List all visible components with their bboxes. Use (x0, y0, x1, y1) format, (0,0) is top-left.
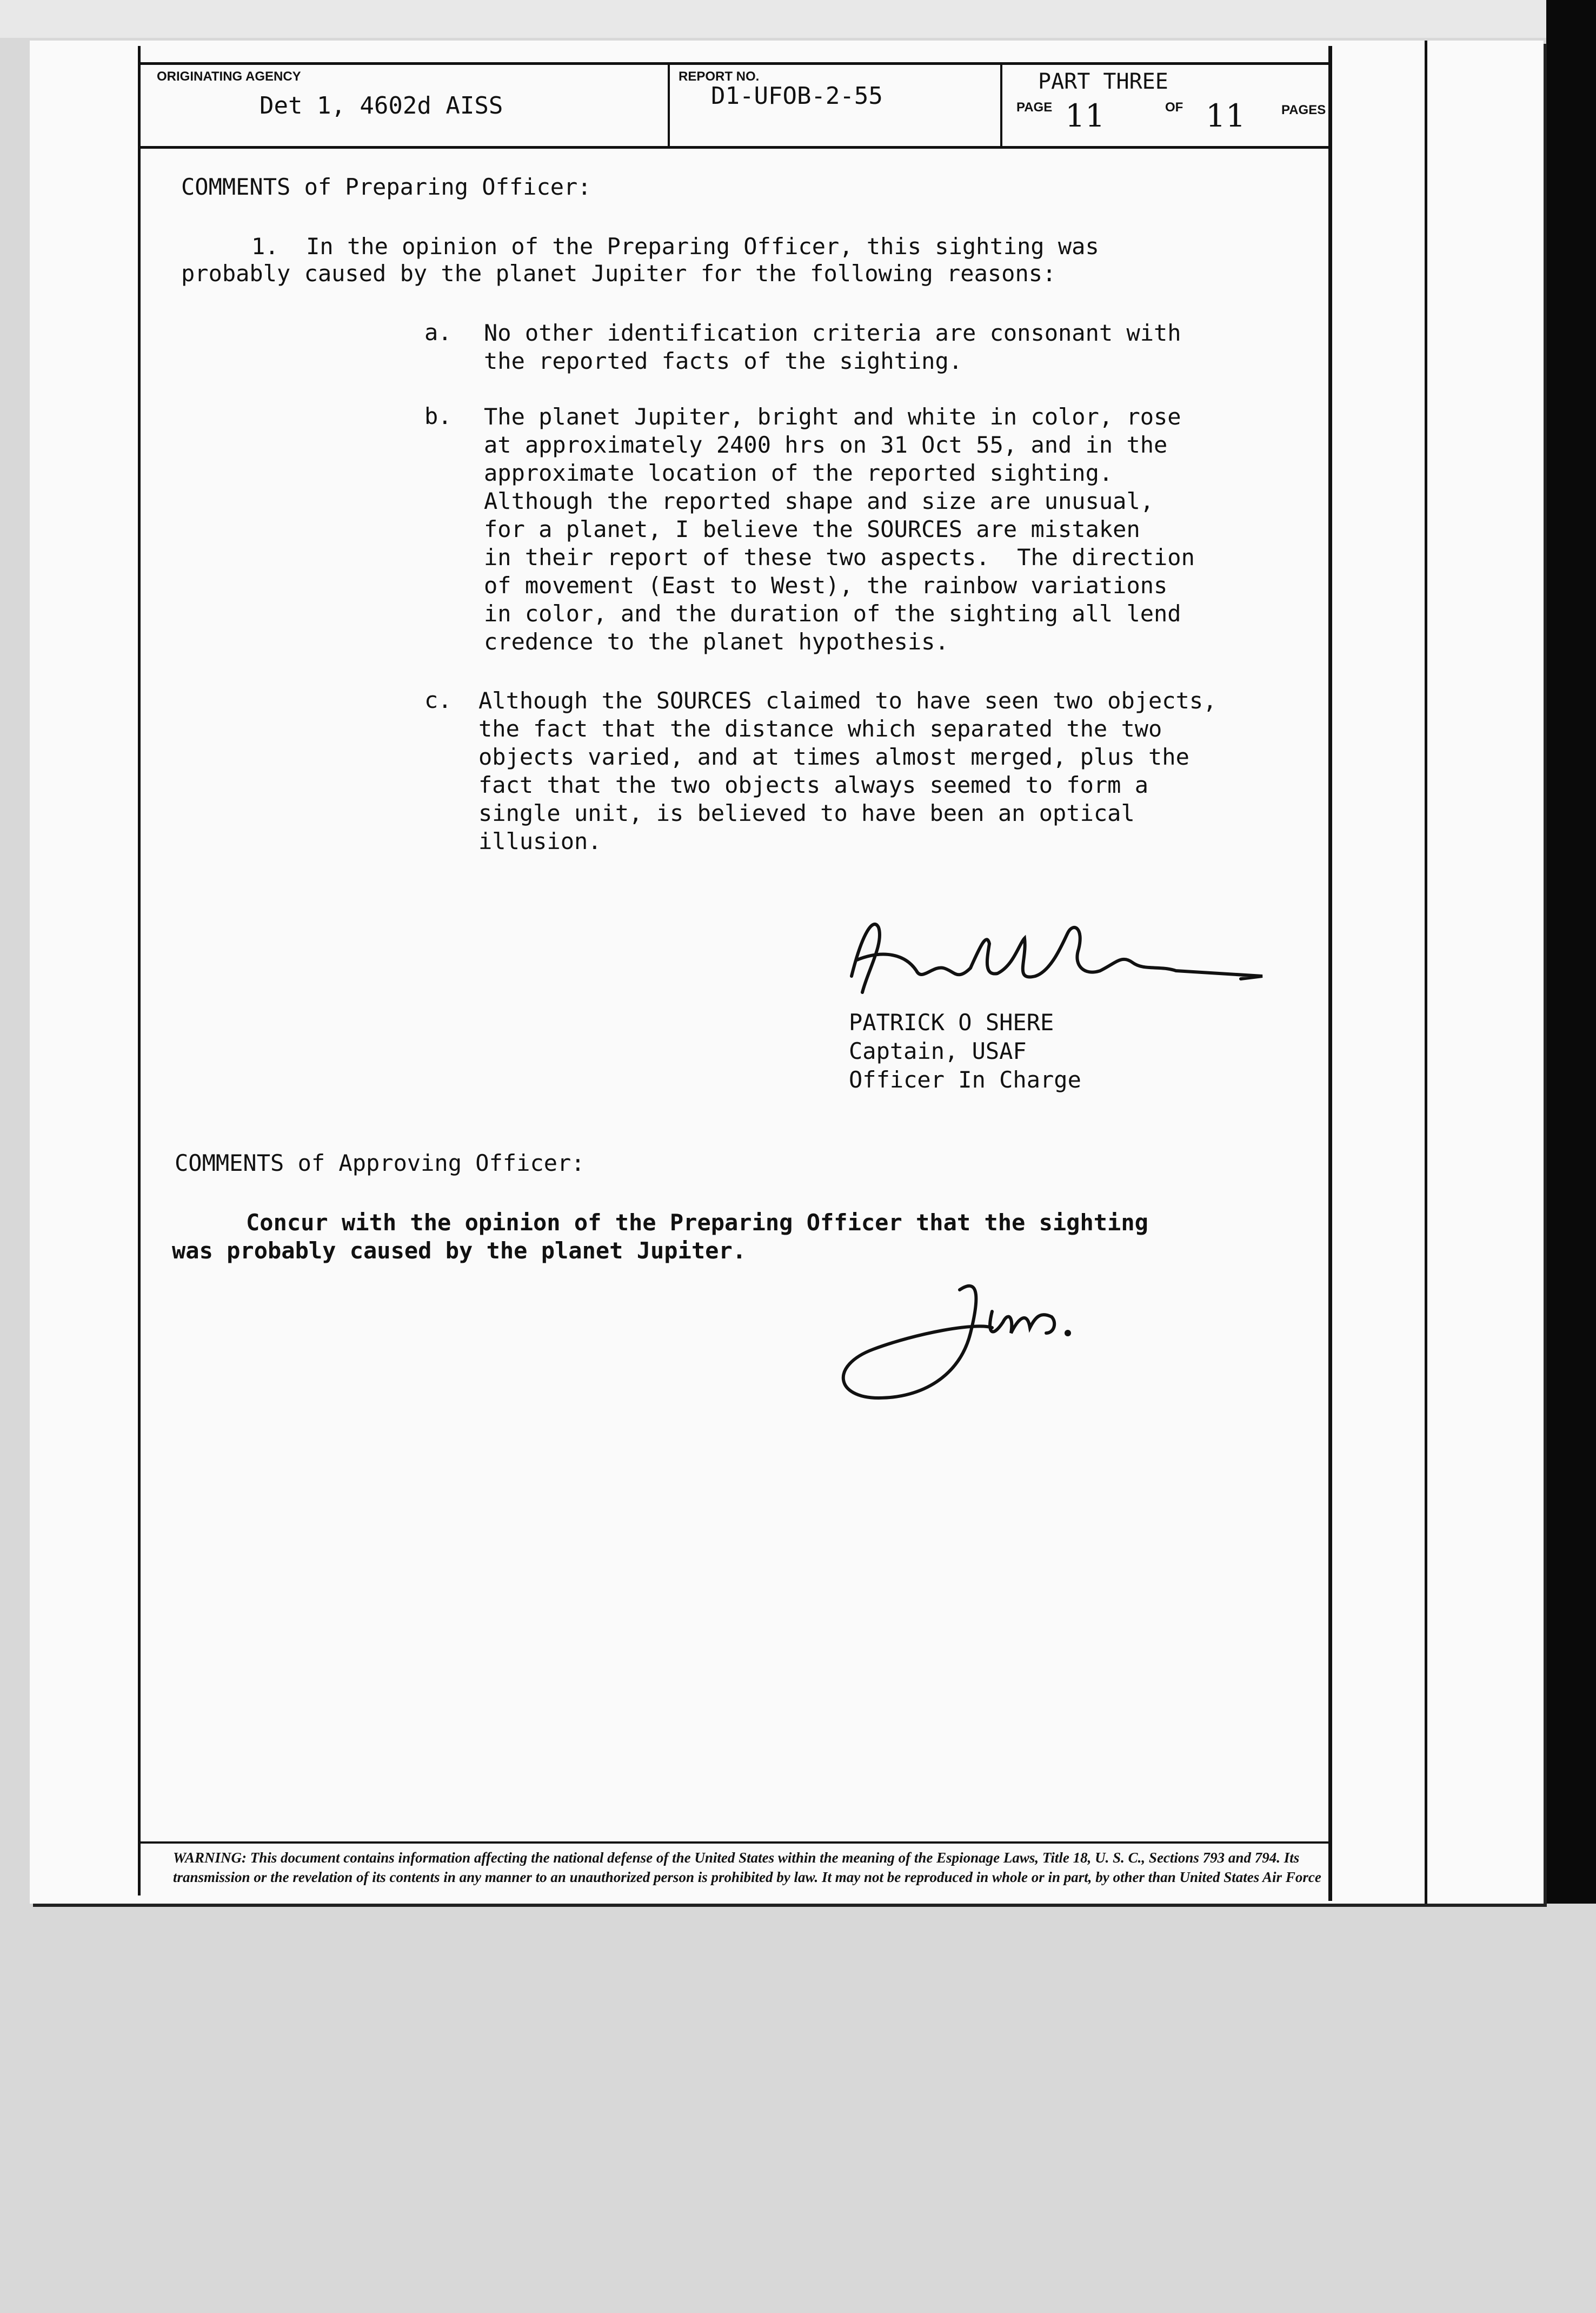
page-outer-rule (1425, 41, 1427, 1904)
document-page (30, 41, 1544, 1904)
signer-title: Officer In Charge (849, 1066, 1081, 1093)
originating-agency-label: ORIGINATING AGENCY (157, 69, 301, 84)
scan-dark-edge (1546, 0, 1596, 1904)
warning-text: WARNING: This document contains information affecting the national defense of the United States within the meaning of the Espionage Laws, Title 18, U. S. C., Sections 793 and 794. Its transmission or the revelation of its contents in any manner to an unauthorized person is prohibited by law. It may not be reproduced in whole or in part, by other than United States Air Force (173, 1850, 1321, 1885)
item-b-label: b. (424, 403, 452, 429)
scan-top-band (0, 0, 1596, 38)
report-no-value: D1-UFOB-2-55 (711, 82, 883, 110)
preparing-paragraph-1: 1. In the opinion of the Preparing Officer, this sighting was (251, 233, 1099, 260)
header-divider (668, 65, 670, 146)
report-no-label: REPORT NO. (679, 69, 760, 84)
originating-agency-value: Det 1, 4602d AISS (260, 92, 503, 120)
of-label: OF (1165, 100, 1183, 115)
header-divider (1000, 65, 1002, 146)
preparing-paragraph-1-cont: probably caused by the planet Jupiter for the following reasons: (181, 260, 1056, 287)
page-label: PAGE (1016, 100, 1053, 115)
approving-heading: COMMENTS of Approving Officer: (175, 1150, 585, 1176)
preparing-officer-signature (841, 911, 1273, 1009)
warning-footer (141, 1841, 1328, 1887)
total-pages: 11 (1206, 97, 1246, 134)
approving-officer-signature (814, 1257, 1192, 1430)
pages-label: PAGES (1281, 103, 1326, 117)
part-label: PART THREE (1038, 69, 1168, 94)
originating-agency-cell (151, 65, 665, 146)
item-a-text: No other identification criteria are consonant with the reported facts of the sighting. (484, 320, 1181, 374)
approving-paragraph-cont: was probably caused by the planet Jupiter. (172, 1237, 747, 1264)
preparing-heading: COMMENTS of Preparing Officer: (181, 174, 591, 200)
signer-rank: Captain, USAF (849, 1038, 1027, 1064)
item-a-label: a. (424, 319, 452, 346)
form-left-border (138, 46, 141, 1896)
report-no-cell (673, 65, 998, 146)
signer-name: PATRICK O SHERE (849, 1009, 1054, 1036)
page-info-cell (1006, 65, 1325, 146)
form-right-border (1328, 46, 1332, 1901)
item-c-label: c. (424, 687, 452, 713)
form-header (141, 62, 1328, 149)
item-c-text: Although the SOURCES claimed to have seen two objects, the fact that the distance which separated the two objects varied, and at times almost merged, plus the fact that the two objects always seemed to form a single unit, is believed to have been an optical illusion. (478, 687, 1217, 854)
page-number: 11 (1065, 97, 1105, 134)
item-b-text: The planet Jupiter, bright and white in color, rose at approximately 2400 hrs on 31 Oct 55, and in the approximate location of the reported sighting. Although the reported shape and size are unusual, for a planet, I believe the SOURCES are mistaken in their report of these two aspects. The direction of movement (East to West), the rainbow variations in color, and the duration of the sighting all lend credence to the planet hypothesis. (484, 403, 1195, 655)
approving-paragraph: Concur with the opinion of the Preparing Officer that the sighting (246, 1209, 1148, 1236)
